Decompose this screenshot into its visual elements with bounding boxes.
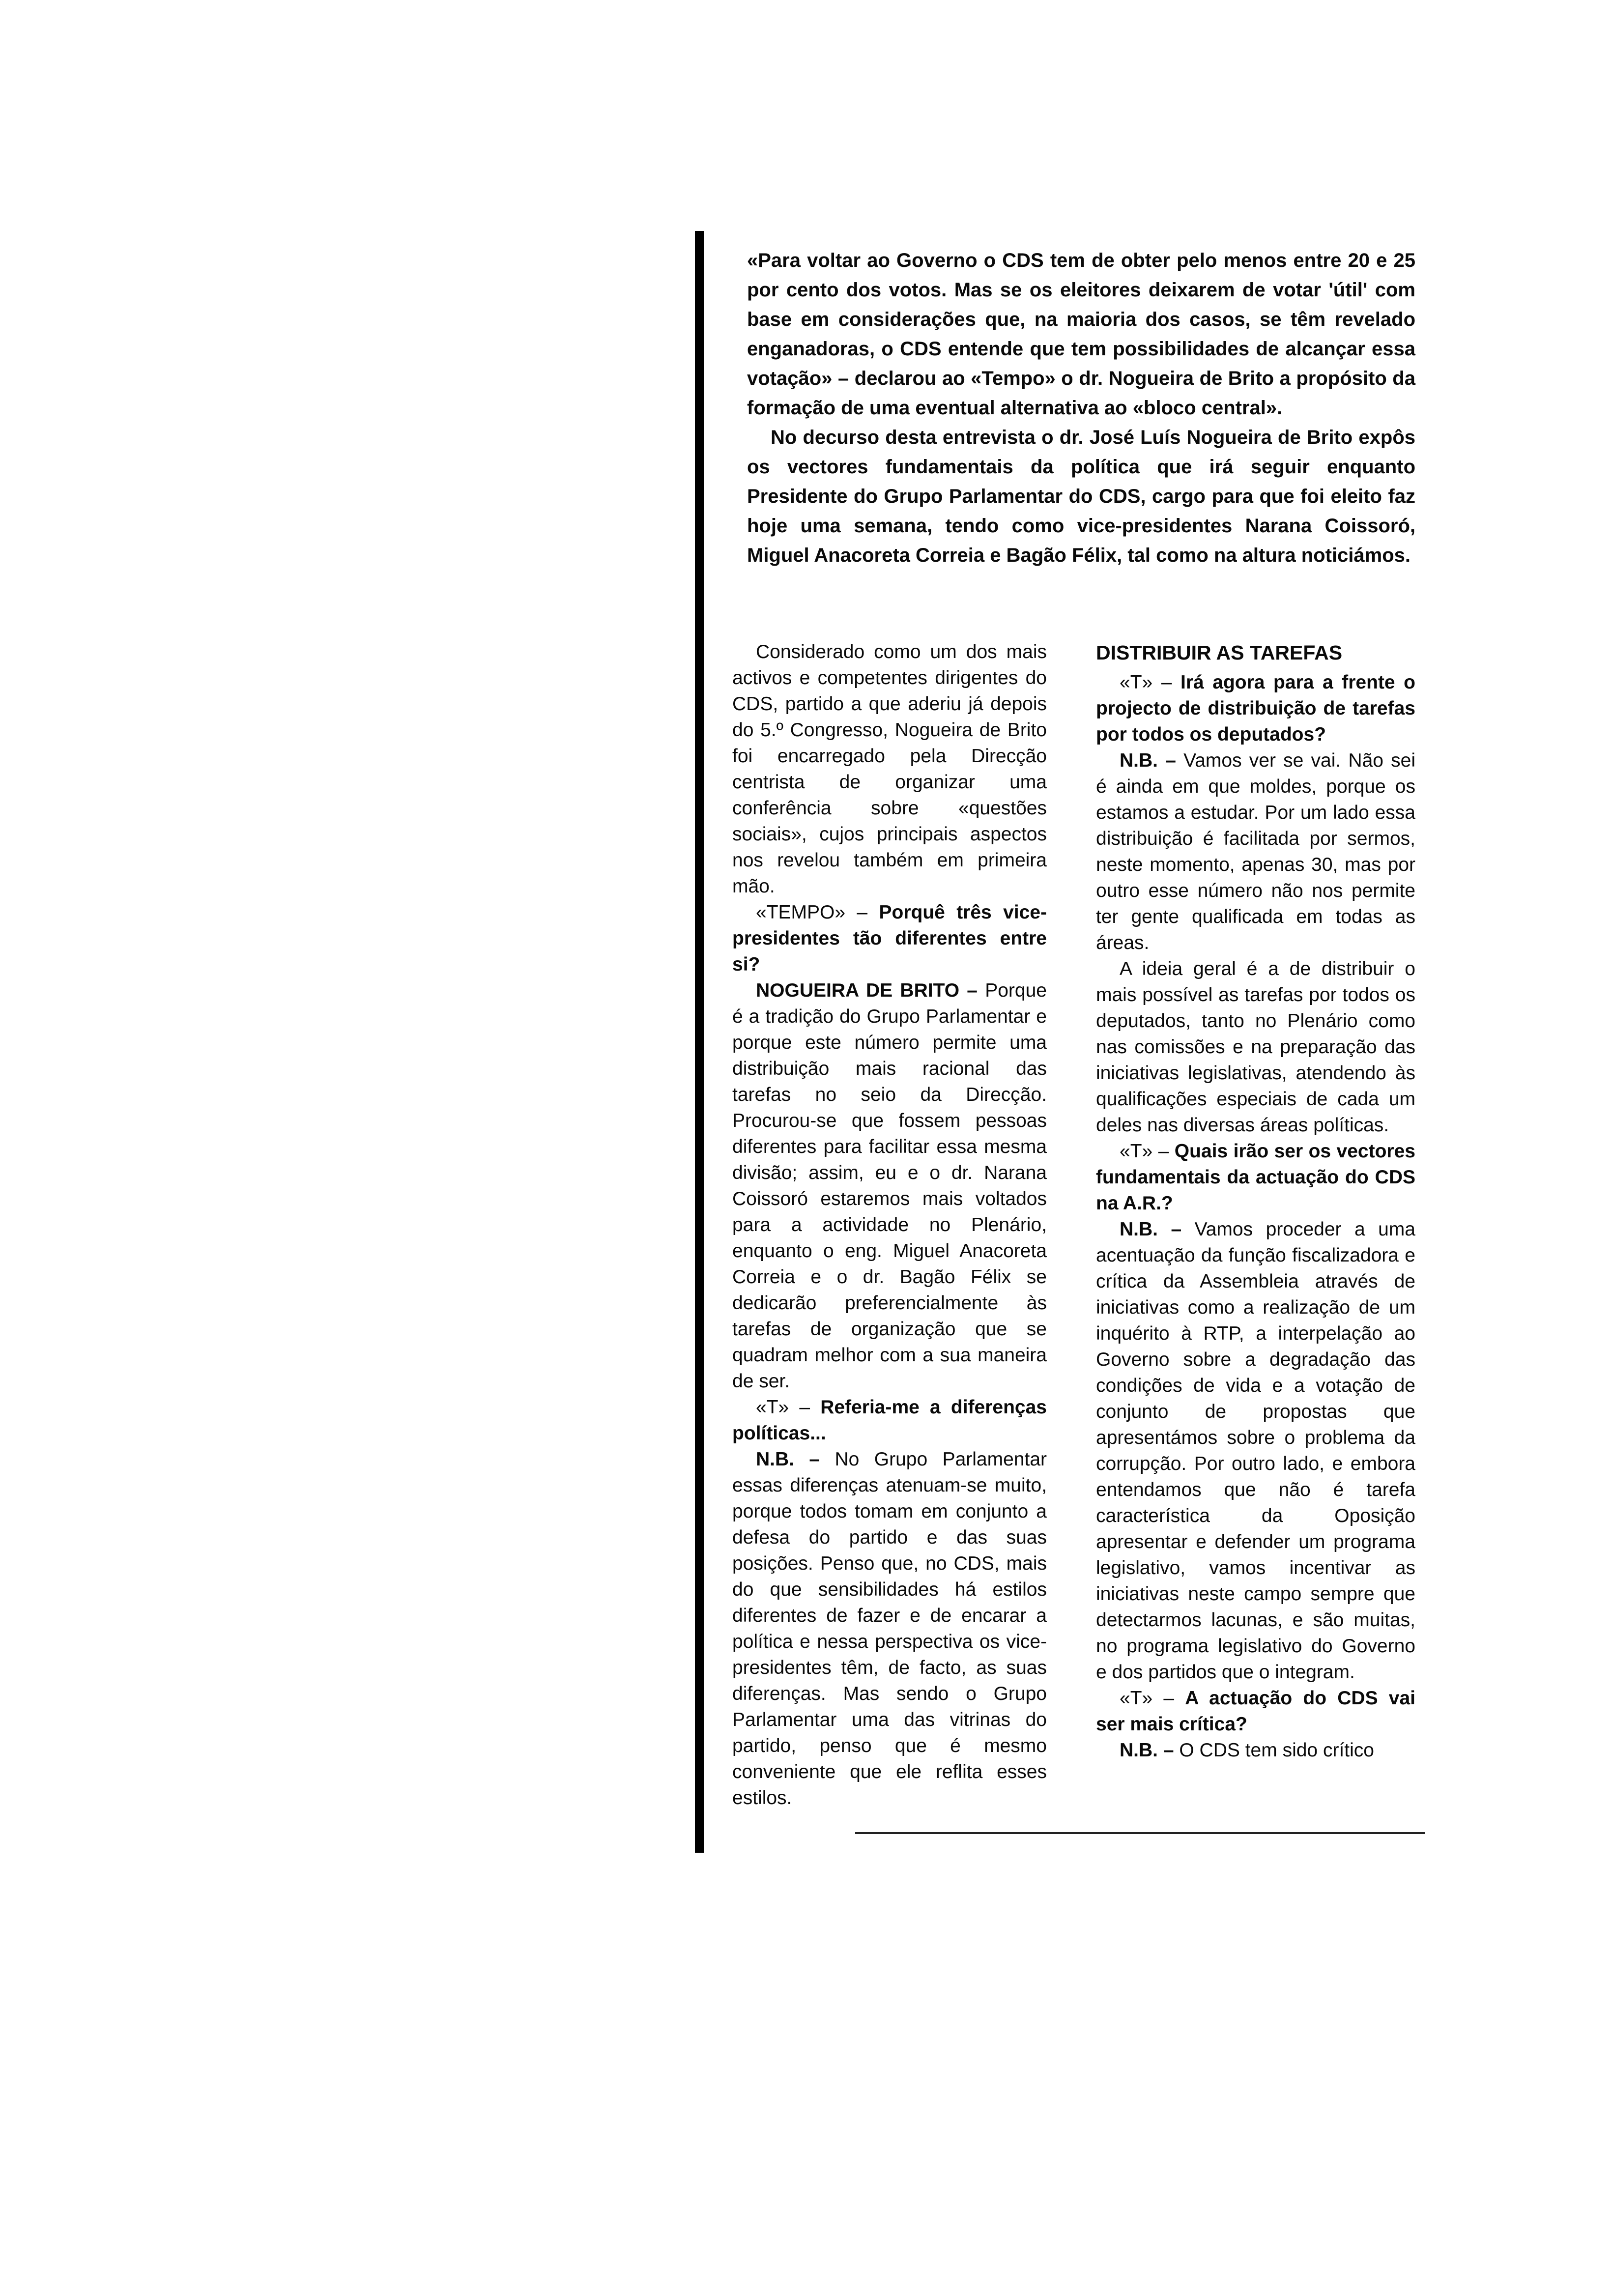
section-heading: DISTRIBUIR AS TAREFAS	[1096, 641, 1343, 664]
question-text: Referia-me a diferenças políticas...	[732, 1397, 1047, 1444]
question-speaker: «T» –	[1120, 672, 1172, 693]
question-speaker: «T» –	[1120, 1688, 1175, 1709]
question-speaker: «T» –	[756, 1397, 810, 1418]
question-paragraph	[1096, 1685, 1415, 1737]
lead-paragraph-1: «Para voltar ao Governo o CDS tem de obter pelo menos entre 20 e 25 por cento dos votos. Mas se os eleitores deixarem de votar 'útil' com base em considerações que, na maioria dos casos, se têm revelado enganadoras, o CDS entende que tem possibilidades de alcançar essa votação» – declarou ao «Tempo» o dr. Nogueira de Brito a propósito da formação de uma eventual alternativa ao «bloco central».	[747, 250, 1415, 419]
answer-speaker: N.B. –	[1120, 750, 1176, 771]
answer-speaker: N.B. –	[756, 1449, 820, 1470]
article-lead	[747, 246, 1415, 570]
answer-text: Vamos proceder a uma acentuação da função fiscalizadora e crítica da Assembleia através de iniciativas como a realização de um inquérito à RTP, a interpelação ao Governo sobre a degradação das condições de vida e a votação de conjunto de propostas que apresentámos sobre o problema da corrupção. Por outro lado, e embora entendamos que não é tarefa característica da Oposição apresentar e defender um programa legislativo, vamos incentivar as iniciativas neste campo sempre que detectarmos lacunas, e são muitas, no programa legislativo do Governo e dos partidos que o integram.	[1096, 1219, 1415, 1683]
right-text-column	[1096, 639, 1415, 1763]
answer-paragraph	[1096, 747, 1415, 956]
bottom-rule	[855, 1832, 1425, 1834]
answer-text: Vamos ver se vai. Não sei é ainda em que moldes, porque os estamos a estudar. Por um lado essa distribuição é facilitada por sermos, neste momento, apenas 30, mas por outro esse número não nos permite ter gente qualificada em todas as áreas.	[1096, 750, 1415, 953]
answer-text: O CDS tem sido crítico	[1179, 1740, 1374, 1761]
answer-paragraph	[732, 977, 1047, 1394]
answer-text: Porque é a tradição do Grupo Parlamentar e porque este número permite uma distribuição mais racional das tarefas no seio da Direcção. Procurou-se que fossem pessoas diferentes para facilitar essa mesma divisão; assim, eu e o dr. Narana Coissoró estaremos mais voltados para a actividade no Plenário, enquanto o eng. Miguel Anacoreta Correia e o dr. Bagão Félix se dedicarão preferencialmente às tarefas de organização que se quadram melhor com a sua maneira de ser.	[732, 980, 1047, 1392]
body-paragraph: A ideia geral é a de distribuir o mais possível as tarefas por todos os deputados, tanto no Plenário como nas comissões e na preparação das iniciativas legislativas, atendendo às qualificações especiais de cada um deles nas diversas áreas políticas.	[1096, 958, 1415, 1136]
question-text: Quais irão ser os vectores fundamentais da actuação do CDS na A.R.?	[1096, 1141, 1415, 1214]
question-paragraph	[1096, 669, 1415, 747]
lead-paragraph-2: No decurso desta entrevista o dr. José Luís Nogueira de Brito expôs os vectores fundamentais da política que irá seguir enquanto Presidente do Grupo Parlamentar do CDS, cargo para que foi eleito faz hoje uma semana, tendo como vice-presidentes Narana Coissoró, Miguel Anacoreta Correia e Bagão Félix, tal como na altura noticiámos.	[747, 427, 1415, 566]
question-paragraph	[732, 899, 1047, 977]
question-speaker: «TEMPO» –	[756, 902, 868, 923]
question-paragraph	[732, 1394, 1047, 1446]
question-paragraph	[1096, 1138, 1415, 1216]
answer-paragraph	[1096, 1216, 1415, 1685]
answer-paragraph	[732, 1446, 1047, 1811]
answer-speaker: NOGUEIRA DE BRITO –	[756, 980, 978, 1001]
answer-text: No Grupo Parlamentar essas diferenças atenuam-se muito, porque todos tomam em conjunto a defesa do partido e das suas posições. Penso que, no CDS, mais do que sensibilidades há estilos diferentes de fazer e de encarar a política e nessa perspectiva os vice-presidentes têm, de facto, as suas diferenças. Mas sendo o Grupo Parlamentar uma das vitrinas do partido, penso que é mesmo conveniente que ele reflita esses estilos.	[732, 1449, 1047, 1808]
vertical-column-rule	[695, 231, 704, 1853]
answer-paragraph	[1096, 1737, 1415, 1763]
question-speaker: «T» –	[1120, 1141, 1169, 1162]
question-text: A actuação do CDS vai ser mais crítica?	[1096, 1688, 1415, 1735]
question-text: Porquê três vice-presidentes tão diferentes entre si?	[732, 902, 1047, 975]
left-text-column	[732, 639, 1047, 1811]
intro-paragraph: Considerado como um dos mais activos e competentes dirigentes do CDS, partido a que aderiu já depois do 5.º Congresso, Nogueira de Brito foi encarregado pela Direcção centrista de organizar uma conferência sobre «questões sociais», cujos principais aspectos nos revelou também em primeira mão.	[732, 641, 1047, 897]
answer-speaker: N.B. –	[1120, 1740, 1174, 1761]
answer-speaker: N.B. –	[1120, 1219, 1182, 1240]
question-text: Irá agora para a frente o projecto de distribuição de tarefas por todos os deputados?	[1096, 672, 1415, 745]
